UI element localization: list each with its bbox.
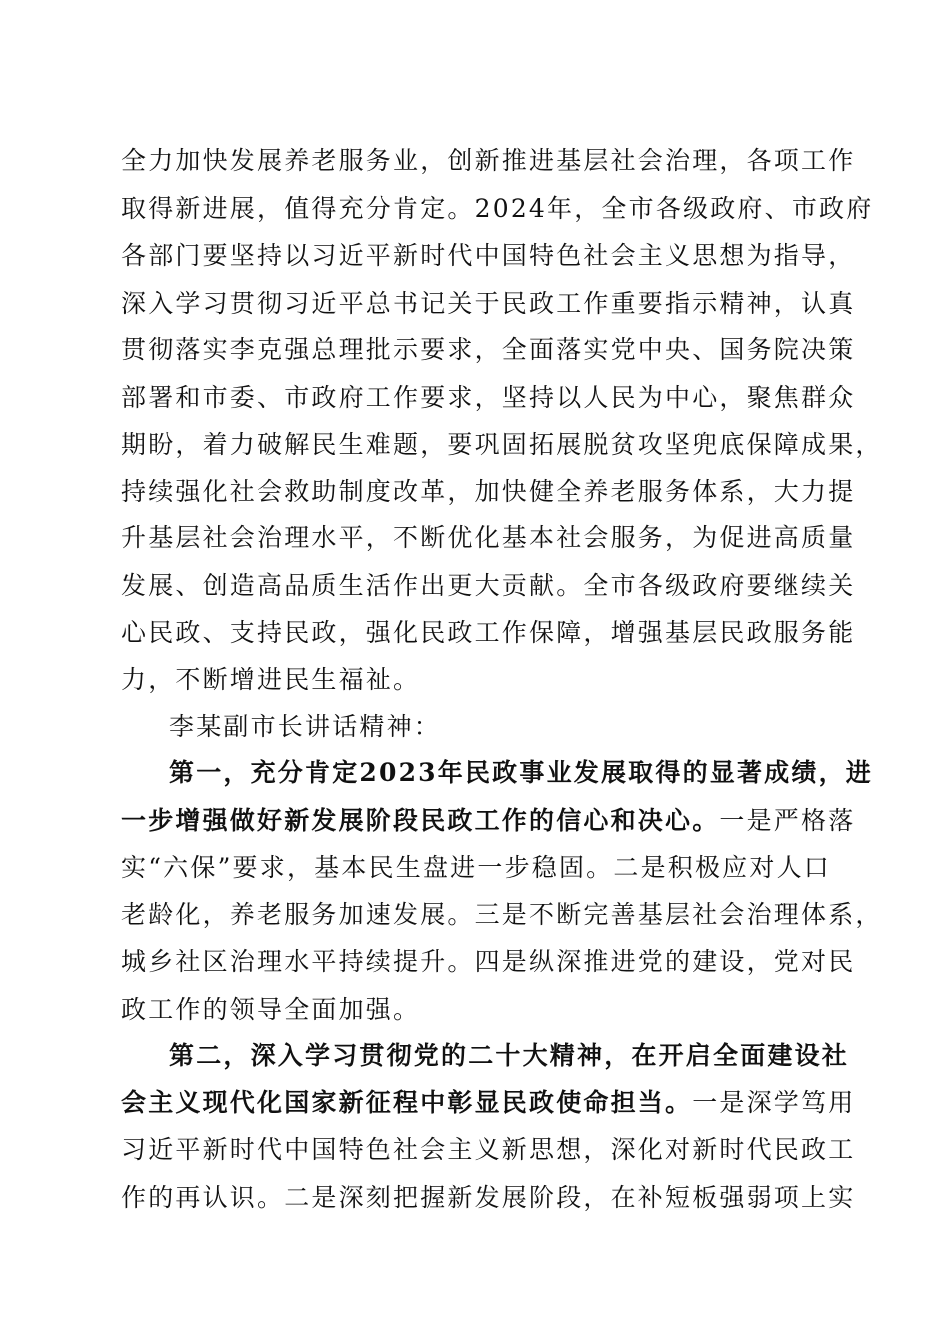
text-line [0,803,950,839]
text-line: 发展、创造高品质生活作出更大贡献。全市各级政府要继续关 [121,571,856,600]
bold-text: 一步增强做好新发展阶段民政工作的信心和决心。 [121,806,720,835]
text-line: 持续强化社会救助制度改革，加快健全养老服务体系，大力提 [121,477,856,506]
text-line [0,1038,950,1074]
text-line: 实“六保”要求，基本民生盘进一步稳固。二是积极应对人口 [121,853,831,882]
text-line: 贯彻落实李克强总理批示要求，全面落实党中央、国务院决策 [121,335,856,364]
normal-text: 一是严格落 [719,806,856,835]
text-line [0,755,950,791]
text-line: 深入学习贯彻习近平总书记关于民政工作重要指示精神，认真 [121,289,856,318]
text-line: 城乡社区治理水平持续提升。四是纵深推进党的建设，党对民 [121,947,856,976]
text-line: 全力加快发展养老服务业，创新推进基层社会治理，各项工作 [121,146,856,175]
text-line: 部署和市委、市政府工作要求，坚持以人民为中心，聚焦群众 [121,383,856,412]
text-line: 升基层社会治理水平，不断优化基本社会服务，为促进高质量 [121,523,856,552]
bold-text: 第二，深入学习贯彻党的二十大精神，在开启全面建设社 [169,1041,850,1070]
text-line: 力，不断增进民生福祉。 [121,665,421,694]
text-line: 作的再认识。二是深刻把握新发展阶段，在补短板强弱项上实 [121,1183,856,1212]
section-heading: 李某副市长讲话精神： [169,712,442,741]
text-line: 各部门要坚持以习近平新时代中国特色社会主义思想为指导， [121,241,856,270]
bold-text: 第一，充分肯定2023年民政事业发展取得的显著成绩，进 [169,758,873,787]
normal-text: 一是深学笃用 [692,1088,856,1117]
text-line [0,1085,950,1121]
text-line: 老龄化，养老服务加速发展。三是不断完善基层社会治理体系， [121,900,883,929]
text-line: 习近平新时代中国特色社会主义新思想，深化对新时代民政工 [121,1135,856,1164]
bold-text: 会主义现代化国家新征程中彰显民政使命担当。 [121,1088,693,1117]
text-line: 心民政、支持民政，强化民政工作保障，增强基层民政服务能 [121,618,856,647]
text-line: 政工作的领导全面加强。 [121,995,421,1024]
text-line: 取得新进展，值得充分肯定。2024年，全市各级政府、市政府 [121,194,874,223]
text-line: 期盼，着力破解民生难题，要巩固拓展脱贫攻坚兜底保障成果， [121,430,883,459]
